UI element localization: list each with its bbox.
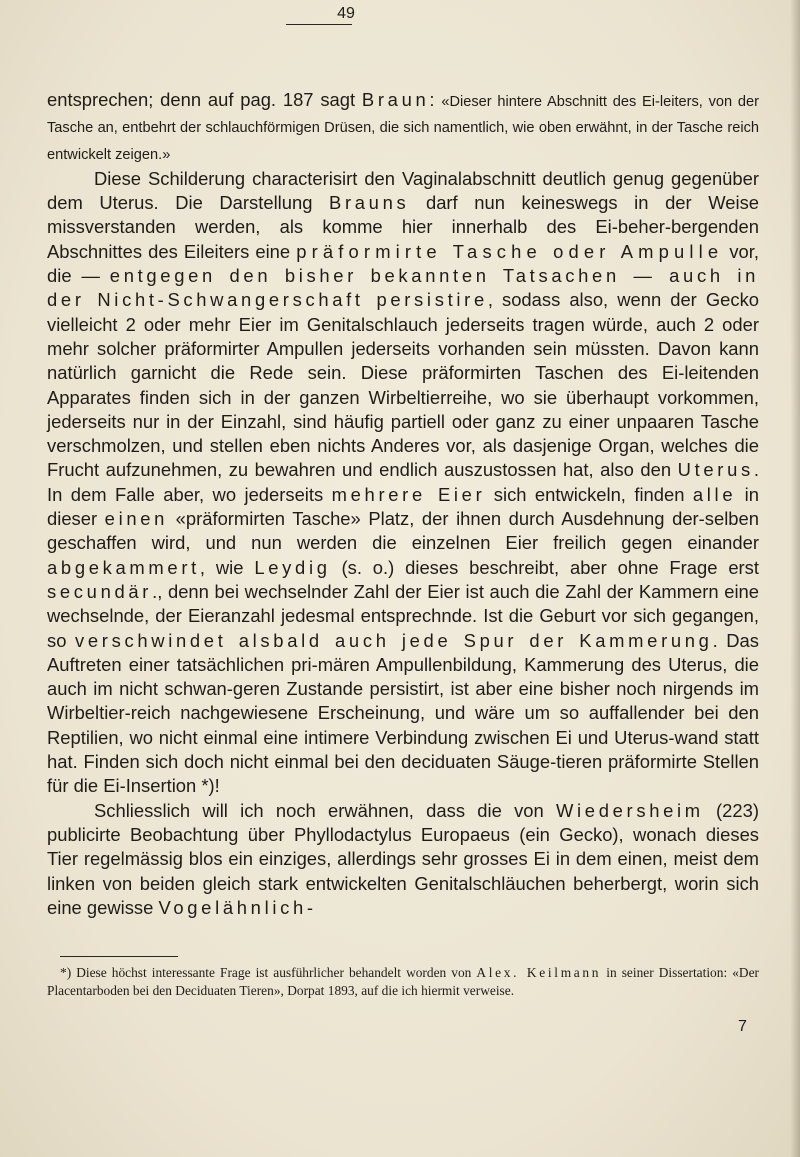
- emphasis-spaced: verschwindet alsbald auch jede Spur der Kammerung: [75, 629, 713, 651]
- text-run: entsprechen; denn auf pag. 187 sagt: [47, 89, 362, 110]
- emphasis-spaced: präformirte Tasche oder Ampulle: [296, 240, 724, 262]
- text-run: Diese Schilderung characterisirt den Vaginalabschnitt deutlich genug gegenüber dem Uterus. Die Darstellung: [47, 167, 759, 214]
- page-number: 49: [337, 5, 355, 22]
- author-name: Leydig: [254, 556, 331, 578]
- text-run: sich entwickeln, finden: [485, 483, 693, 505]
- emphasis-spaced: abgekammert: [47, 556, 200, 578]
- footnote: [47, 964, 759, 1000]
- text-run: Schliesslich will ich noch erwähnen, dass die von: [94, 799, 556, 821]
- text-run: . In dem Falle aber, wo jederseits: [47, 459, 759, 505]
- emphasis-spaced: einen: [104, 508, 169, 530]
- paragraph-1: [47, 88, 759, 167]
- quotation: «Dieser hintere Abschnitt des Ei-leiters, von der Tasche an, entbehrt der schlauchförmigen Drüsen, die sich namentlich, wie oben erwähnt, in der Tasche reich entwickelt zeigen.»: [47, 94, 759, 163]
- emphasis-spaced: entgegen den bisher bekannten Tatsachen — auch in der Nicht-Schwangerschaft persistire: [47, 265, 759, 311]
- author-name: Wiedersheim: [556, 799, 704, 821]
- page-number-rule: [286, 24, 352, 25]
- text-run: , wie: [199, 556, 255, 578]
- paragraph-2: [47, 167, 759, 799]
- text-run: *) Diese höchst interessante Frage ist ausführlicher behandelt worden von: [60, 965, 477, 980]
- author-name: Brauns: [329, 192, 410, 214]
- emphasis-spaced: Uterus: [677, 459, 754, 481]
- text-run: (s. o.) dieses beschreibt, aber ohne Frage erst: [330, 556, 759, 578]
- author-name: Braun: [361, 89, 430, 110]
- signature-mark: 7: [738, 1018, 747, 1035]
- emphasis-spaced: secundär: [47, 580, 153, 602]
- text-run: :: [429, 89, 442, 110]
- text-run: «präformirten Tasche» Platz, der ihnen durch Ausdehnung der-selben geschaffen wird, und nun werden die einzelnen Eier freilich gegen einander: [47, 508, 759, 554]
- text-run: in dieser: [47, 483, 759, 530]
- text-run: ., denn bei wechselnder Zahl der Eier ist auch die Zahl der Kammern eine wechselnde, der Eieranzahl jedesmal entsprechnde. Ist die Geburt vor sich gegangen, so: [47, 580, 759, 651]
- emphasis-spaced: alle: [692, 483, 737, 505]
- page-edge-shadow: [790, 0, 800, 1157]
- emphasis-spaced: mehrere Eier: [331, 483, 486, 505]
- main-text: [47, 88, 759, 920]
- paragraph-3: [47, 799, 759, 920]
- text-run: in seiner Dissertation: «Der Placentarboden bei den Deciduaten Tieren», Dorpat 1893, auf die ich hiermit verweise.: [47, 965, 759, 998]
- footnote-rule: [60, 956, 178, 957]
- author-name: Alex. Keilmann: [476, 965, 602, 980]
- text-run: , sodass also, wenn der Gecko vielleicht 2 oder mehr Eier im Genitalschlauch jederseits tragen würde, auch 2 oder mehr solcher präformirter Ampullen jederseits vorhanden sein müssten. Davon kann natürlich garnicht die Rede sein. Diese präformirten Taschen des Ei-leitenden Apparates finden sich in der ganzen Wirbeltierreihe, wo sie überhaupt vorkommen, jederseits nur in der Einzahl, sind häufig partiell oder ganz zu einer unpaaren Tasche verschmolzen, und stellen eben nichts Anderes vor, als dasjenige Organ, welches die Frucht aufzunehmen, zu bewahren und endlich auszustossen hat, also den: [47, 289, 759, 481]
- text-run: . Das Auftreten einer tatsächlichen pri-mären Ampullenbildung, Kammerung des Uterus, die auch im nicht schwan-geren Zustande persistirt, ist aber eine bisher noch nirgends im Wirbeltier-reich nachgewiesene Erscheinung, und wäre um so auffallender bei den Reptilien, wo nicht einmal eine intimere Verbindung zwischen Ei und Uterus-wand statt hat. Finden sich doch nicht einmal bei den deciduaten Säuge-tieren präformirte Stellen für die Ei-Insertion *)!: [47, 629, 759, 797]
- text-run: darf nun keineswegs in der Weise missverstanden werden, als komme hier innerhalb des Ei-beher-bergenden Abschnittes des Eileiters eine: [47, 192, 760, 262]
- text-run: vor, die —: [47, 240, 760, 287]
- text-run: (223) publicirte Beobachtung über Phyllodactylus Europaeus (ein Gecko), wonach dieses Tier regelmässig blos ein einziges, allerdings sehr grosses Ei in dem einen, meist dem linken von beiden gleich stark entwickelten Genitalschläuchen beherbergt, worin sich eine gewisse: [47, 799, 759, 918]
- emphasis-spaced: Vogelähnlich-: [158, 896, 317, 918]
